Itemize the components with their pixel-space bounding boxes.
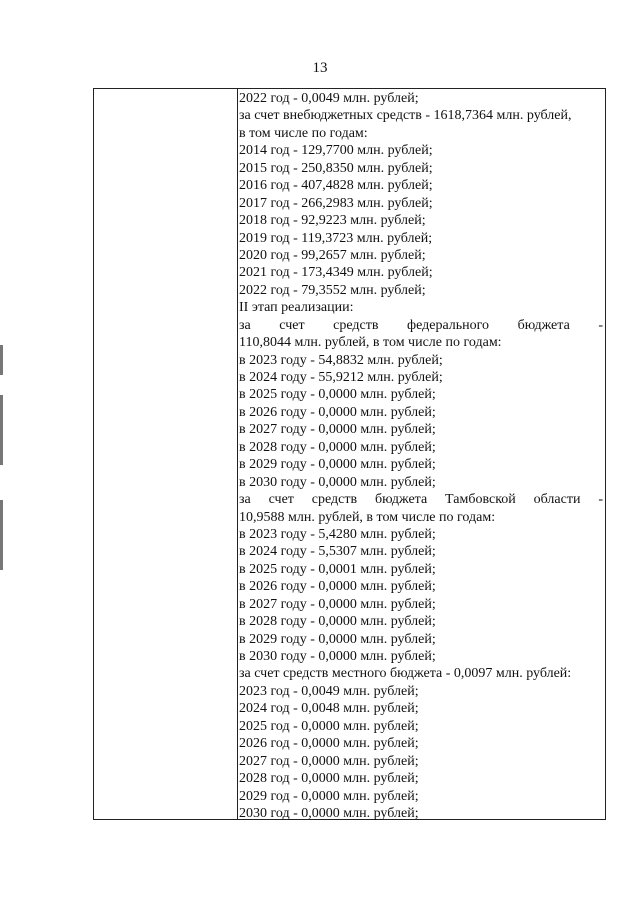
funding-line: в 2028 году - 0,0000 млн. рублей;: [239, 614, 436, 630]
funding-line: 2016 год - 407,4828 млн. рублей;: [239, 178, 433, 194]
funding-line: за счет внебюджетных средств - 1618,7364 млн. рублей,: [239, 108, 572, 124]
funding-line: 110,8044 млн. рублей, в том числе по годам:: [239, 335, 502, 351]
funding-line: 2015 год - 250,8350 млн. рублей;: [239, 160, 433, 176]
funding-line: II этап реализации:: [239, 300, 354, 316]
funding-line: в 2023 году - 54,8832 млн. рублей;: [239, 352, 443, 368]
funding-line: 2030 год - 0,0000 млн. рублей;: [239, 805, 419, 821]
funding-line: 2024 год - 0,0048 млн. рублей;: [239, 701, 419, 717]
funding-line: 2028 год - 0,0000 млн. рублей;: [239, 771, 419, 787]
funding-line: в 2028 году - 0,0000 млн. рублей;: [239, 439, 436, 455]
table-left-cell: [94, 89, 238, 819]
scan-margin-mark: [0, 500, 3, 570]
funding-line: в 2024 году - 5,5307 млн. рублей;: [239, 544, 436, 560]
funding-line: 2022 год - 0,0049 млн. рублей;: [239, 91, 419, 106]
funding-line: за счет средств бюджета Тамбовской области -: [239, 492, 603, 508]
funding-line: 2021 год - 173,4349 млн. рублей;: [239, 265, 433, 281]
funding-line: 2018 год - 92,9223 млн. рублей;: [239, 213, 426, 229]
funding-line: в 2027 году - 0,0000 млн. рублей;: [239, 596, 436, 612]
funding-line: в 2027 году - 0,0000 млн. рублей;: [239, 422, 436, 438]
funding-line: 2022 год - 79,3552 млн. рублей;: [239, 282, 426, 298]
funding-table: [93, 88, 606, 820]
funding-line: 10,9588 млн. рублей, в том числе по годам:: [239, 509, 496, 525]
funding-line: 2017 год - 266,2983 млн. рублей;: [239, 195, 433, 211]
funding-line: в том числе по годам:: [239, 125, 368, 141]
funding-line: 2025 год - 0,0000 млн. рублей;: [239, 718, 419, 734]
scan-margin-mark: [0, 345, 3, 375]
funding-line: в 2029 году - 0,0000 млн. рублей;: [239, 631, 436, 647]
funding-line: за счет средств федерального бюджета -: [239, 317, 603, 333]
funding-line: за счет средств местного бюджета - 0,0097 млн. рублей:: [239, 666, 572, 682]
funding-line: 2019 год - 119,3723 млн. рублей;: [239, 230, 433, 246]
scan-margin-mark: [0, 395, 3, 465]
funding-line: в 2030 году - 0,0000 млн. рублей;: [239, 649, 436, 664]
page-number: 13: [312, 60, 328, 76]
funding-line: в 2026 году - 0,0000 млн. рублей;: [239, 579, 436, 595]
funding-line: в 2026 году - 0,0000 млн. рублей;: [239, 404, 436, 420]
funding-line: в 2030 году - 0,0000 млн. рублей;: [239, 474, 436, 490]
funding-line: 2023 год - 0,0049 млн. рублей;: [239, 683, 419, 699]
funding-line: 2014 год - 129,7700 млн. рублей;: [239, 143, 433, 159]
funding-line: 2029 год - 0,0000 млн. рублей;: [239, 788, 419, 804]
funding-line: 2020 год - 99,2657 млн. рублей;: [239, 247, 426, 263]
table-right-cell: [238, 90, 606, 822]
funding-line: в 2024 году - 55,9212 млн. рублей;: [239, 370, 443, 385]
funding-line: в 2029 году - 0,0000 млн. рублей;: [239, 457, 436, 473]
funding-line: в 2025 году - 0,0001 млн. рублей;: [239, 561, 436, 577]
funding-line: 2026 год - 0,0000 млн. рублей;: [239, 736, 419, 752]
funding-line: в 2023 году - 5,4280 млн. рублей;: [239, 526, 436, 542]
funding-line: 2027 год - 0,0000 млн. рублей;: [239, 753, 419, 769]
funding-line: в 2025 году - 0,0000 млн. рублей;: [239, 387, 436, 403]
